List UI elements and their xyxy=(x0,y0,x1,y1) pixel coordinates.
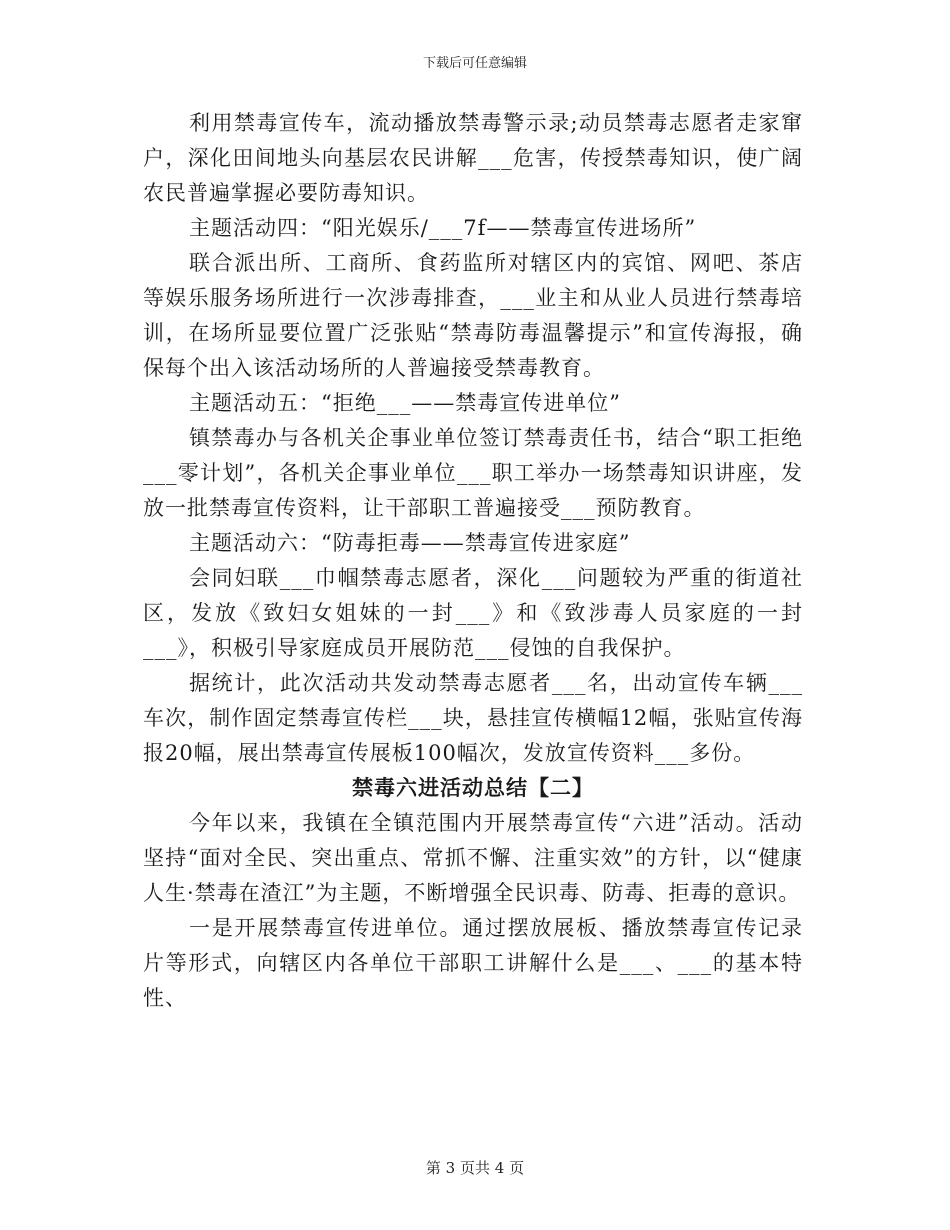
paragraph-statistics: 据统计，此次活动共发动禁毒志愿者___名，出动宣传车辆___车次，制作固定禁毒宣传栏___块，悬挂宣传横幅12幅，张贴宣传海报20幅，展出禁毒宣传展板100幅次，发放宣传资料___多份。 xyxy=(143,671,803,765)
section-title: 禁毒六进活动总结【二】 xyxy=(352,776,594,800)
paragraph-1: 利用禁毒宣传车，流动播放禁毒警示录;动员禁毒志愿者走家窜户，深化田间地头向基层农民讲解___危害，传授禁毒知识，使广阔农民普遍掌握必要防毒知识。 xyxy=(143,111,803,205)
paragraph-activity-6-title: 主题活动六：“防毒拒毒——禁毒宣传进家庭” xyxy=(189,531,631,555)
paragraph-intro-2: 今年以来，我镇在全镇范围内开展禁毒宣传“六进”活动。活动坚持“面对全民、突出重点、常抓不懈、注重实效”的方针，以“健康人生·禁毒在渣江”为主题，不断增强全民识毒、防毒、拒毒的意识。 xyxy=(143,811,803,905)
paragraph-3: 联合派出所、工商所、食药监所对辖区内的宾馆、网吧、茶店等娱乐服务场所进行一次涉毒排查，___业主和从业人员进行禁毒培训，在场所显要位置广泛张贴“禁毒防毒温馨提示”和宣传海报，确保每个出入该活动场所的人普遍接受禁毒教育。 xyxy=(143,251,803,380)
document-body xyxy=(143,106,803,1016)
paragraph-7: 会同妇联___巾帼禁毒志愿者，深化___问题较为严重的街道社区，发放《致妇女姐妹的一封___》和《致涉毒人员家庭的一封___》，积极引导家庭成员开展防范___侵蚀的自我保护。 xyxy=(143,566,803,660)
paragraph-activity-5-title: 主题活动五：“拒绝___——禁毒宣传进单位” xyxy=(189,391,621,415)
paragraph-item-1: 一是开展禁毒宣传进单位。通过摆放展板、播放禁毒宣传记录片等形式，向辖区内各单位干部职工讲解什么是___、___的基本特性、 xyxy=(143,916,803,1010)
page-number: 第 3 页共 4 页 xyxy=(425,1159,525,1177)
page-header-note: 下载后可任意编辑 xyxy=(422,56,527,71)
paragraph-5: 镇禁毒办与各机关企事业单位签订禁毒责任书，结合“职工拒绝___零计划”，各机关企事业单位___职工举办一场禁毒知识讲座，发放一批禁毒宣传资料，让干部职工普遍接受___预防教育。 xyxy=(143,426,803,520)
paragraph-activity-4-title: 主题活动四：“阳光娱乐/___7f——禁毒宣传进场所” xyxy=(189,216,697,240)
